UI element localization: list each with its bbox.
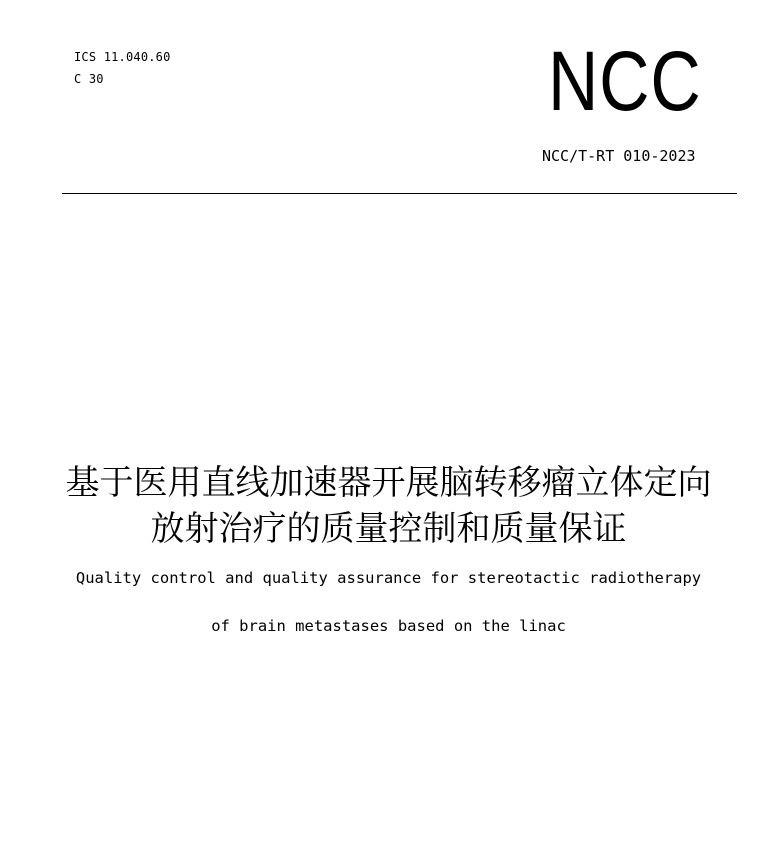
ccs-code: C 30 <box>74 72 104 86</box>
ics-code: ICS 11.040.60 <box>74 50 171 64</box>
chinese-title-line-1: 基于医用直线加速器开展脑转移瘤立体定向 <box>65 463 712 503</box>
header-divider <box>62 193 737 194</box>
english-title <box>0 566 777 638</box>
english-title-line-1: Quality control and quality assurance for stereotactic radiotherapy <box>75 569 702 587</box>
chinese-title <box>0 460 777 552</box>
chinese-title-line-2: 放射治疗的质量控制和质量保证 <box>150 509 627 549</box>
standard-number: NCC/T-RT 010-2023 <box>542 147 696 165</box>
ncc-logo: NCC <box>548 34 702 128</box>
english-title-line-2: of brain metastases based on the linac <box>211 617 566 635</box>
classification-codes <box>74 46 171 90</box>
